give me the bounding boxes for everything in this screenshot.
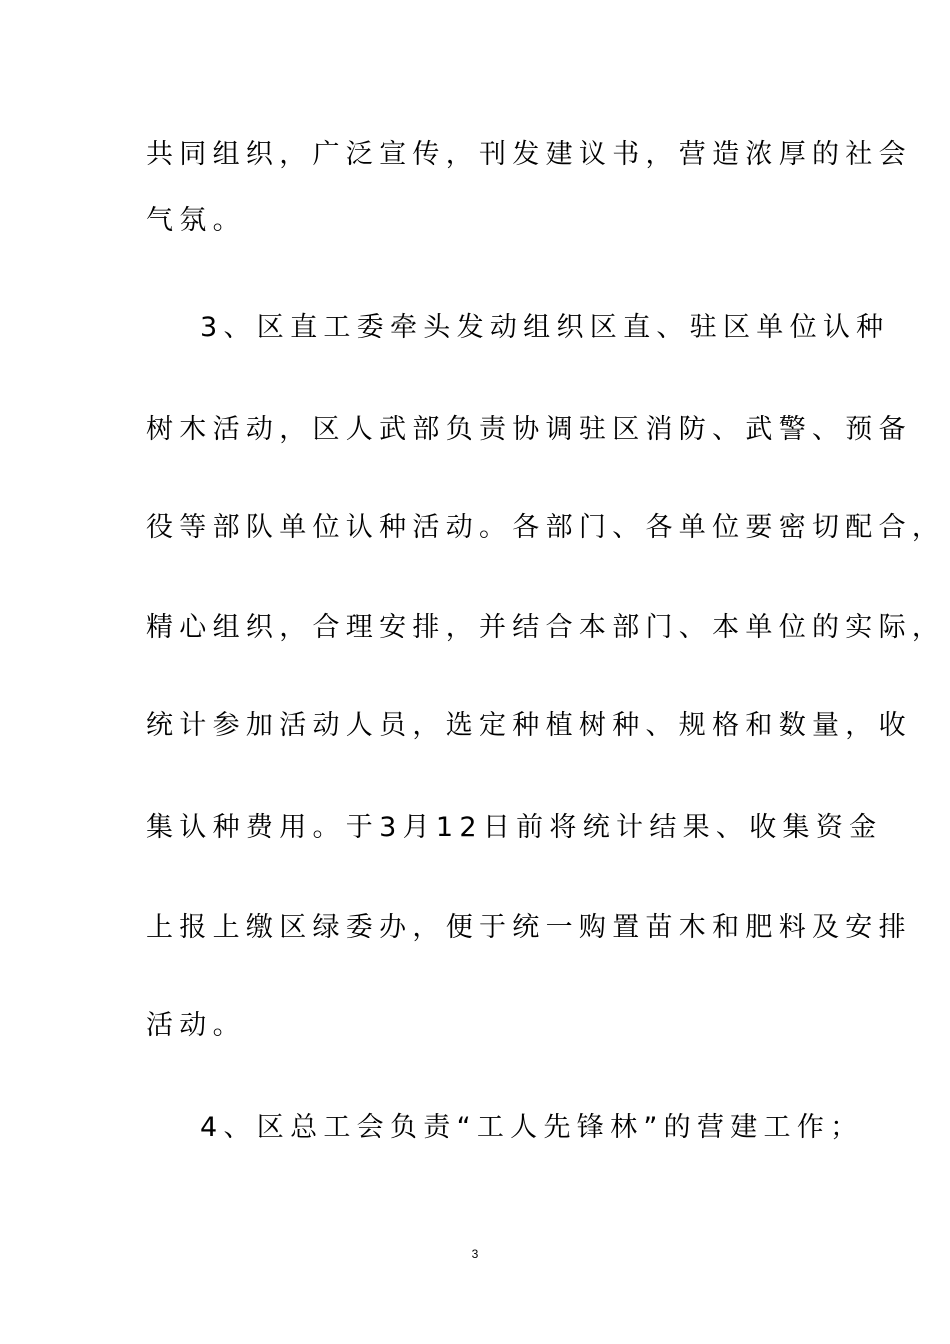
paragraph-3-line-6: 集认种费用。于3月12日前将统计结果、收集资金 [146, 812, 883, 843]
paragraph-3-line-8: 活动。 [146, 1010, 246, 1041]
paragraph-3-line-3: 役等部队单位认种活动。各部门、各单位要密切配合， [146, 512, 946, 543]
paragraph-2-line-1: 共同组织，广泛宣传，刊发建议书，营造浓厚的社会 [146, 139, 912, 170]
paragraph-4-line-1: 4、区总工会负责“工人先锋林”的营建工作； [200, 1112, 864, 1143]
paragraph-3-line-7: 上报上缴区绿委办，便于统一购置苗木和肥料及安排 [146, 912, 912, 943]
paragraph-3-line-2: 树木活动，区人武部负责协调驻区消防、武警、预备 [146, 414, 912, 445]
paragraph-3-line-5: 统计参加活动人员，选定种植树种、规格和数量，收 [146, 710, 912, 741]
paragraph-3-line-4: 精心组织，合理安排，并结合本部门、本单位的实际， [146, 612, 946, 643]
paragraph-3-line-1: 3、区直工委牵头发动组织区直、驻区单位认种 [200, 312, 890, 343]
page-number: 3 [471, 1247, 479, 1261]
paragraph-2-line-2: 气氛。 [146, 205, 246, 236]
